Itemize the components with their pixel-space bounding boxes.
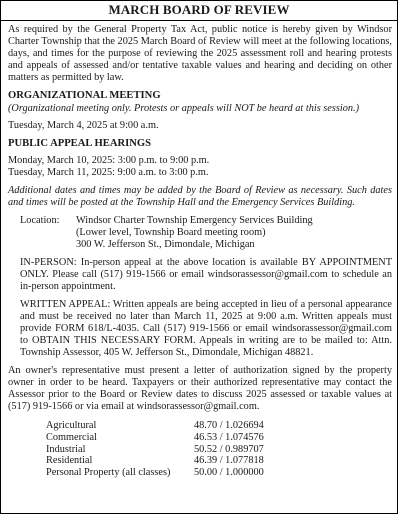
additional-dates-note: Additional dates and times may be added by the Board of Review as necessary. Such dates and times will be posted at the Township Hall and the Emergency Services Building.	[8, 185, 392, 208]
class-ratio: 46.39 / 1.077818	[194, 455, 264, 467]
table-row	[46, 467, 264, 479]
location-line: 300 W. Jefferson St., Dimondale, Michigan	[76, 239, 255, 250]
class-name: Agricultural	[46, 420, 97, 431]
class-name: Residential	[46, 455, 93, 467]
appeal-date-1: Monday, March 10, 2025: 3:00 p.m. to 9:00 p.m.	[8, 155, 210, 166]
intro-paragraph: As required by the General Property Tax Act, public notice is hereby given by Windsor Charter Township that the 2025 March Board of Review will meet at the following locations, days, and times for the purpose of reviewing the 2025 assessment roll and hearing protests and appeals of assessed and/or tentative taxable values and hearing and deciding on other matters as permitted by law.	[8, 24, 392, 83]
class-name: Industrial	[46, 443, 86, 455]
table-row	[46, 432, 264, 444]
written-appeal-paragraph: WRITTEN APPEAL: Written appeals are being accepted in lieu of a personal appearance and must be received no later than March 11, 2025 at 9:00 a.m. Written appeals must provide FORM 618/L-4035. Call (517) 919-1566 or email windsorassessor@gmail.com to OBTAIN THIS NECESSARY FORM. Appeals in writing are to be mailed to: Attn. Township Assessor, 405 W. Jefferson St., Dimondale, Michigan 48821.	[20, 299, 392, 358]
organizational-meeting-date: Tuesday, March 4, 2025 at 9:00 a.m.	[8, 119, 159, 131]
title-divider	[1, 20, 397, 21]
class-name: Personal Property (all classes)	[46, 467, 171, 479]
class-ratio: 50.52 / 0.989707	[194, 443, 264, 455]
table-row	[46, 420, 264, 432]
ratio-table	[46, 420, 264, 479]
organizational-meeting-heading: ORGANIZATIONAL MEETING	[8, 90, 161, 101]
location-address	[76, 215, 392, 251]
class-ratio: 46.53 / 1.074576	[194, 431, 264, 443]
table-row	[46, 444, 264, 456]
location-line: (Lower level, Township Board meeting room)	[76, 227, 266, 238]
organizational-meeting-note: (Organizational meeting only. Protests or appeals will NOT be heard at this session.)	[8, 102, 360, 114]
class-ratio: 50.00 / 1.000000	[194, 467, 264, 479]
location-label: Location:	[20, 215, 60, 226]
location-line: Windsor Charter Township Emergency Services Building	[76, 215, 313, 226]
notice-title: MARCH BOARD OF REVIEW	[108, 2, 290, 17]
class-ratio: 48.70 / 1.026694	[194, 420, 264, 431]
location-block	[8, 215, 392, 251]
table-row	[46, 455, 264, 467]
public-appeal-heading: PUBLIC APPEAL HEARINGS	[8, 137, 152, 149]
appeal-date-2: Tuesday, March 11, 2025: 9:00 a.m. to 3:00 p.m.	[8, 167, 209, 178]
representative-paragraph: An owner's representative must present a letter of authorization signed by the property owner in order to be heard. Taxpayers or their authorized representative may contact the Assessor prior to the Board or Review dates to discuss 2025 assessed or taxable values at (517) 919-1566 or via email at windsorassessor@gmail.com.	[8, 365, 392, 412]
notice-body	[8, 24, 392, 479]
class-name: Commercial	[46, 431, 97, 443]
in-person-paragraph: IN-PERSON: In-person appeal at the above location is available BY APPOINTMENT ONLY. Please call (517) 919-1566 or email windsorassessor@gmail.com to schedule an in-person appointment.	[20, 257, 392, 292]
